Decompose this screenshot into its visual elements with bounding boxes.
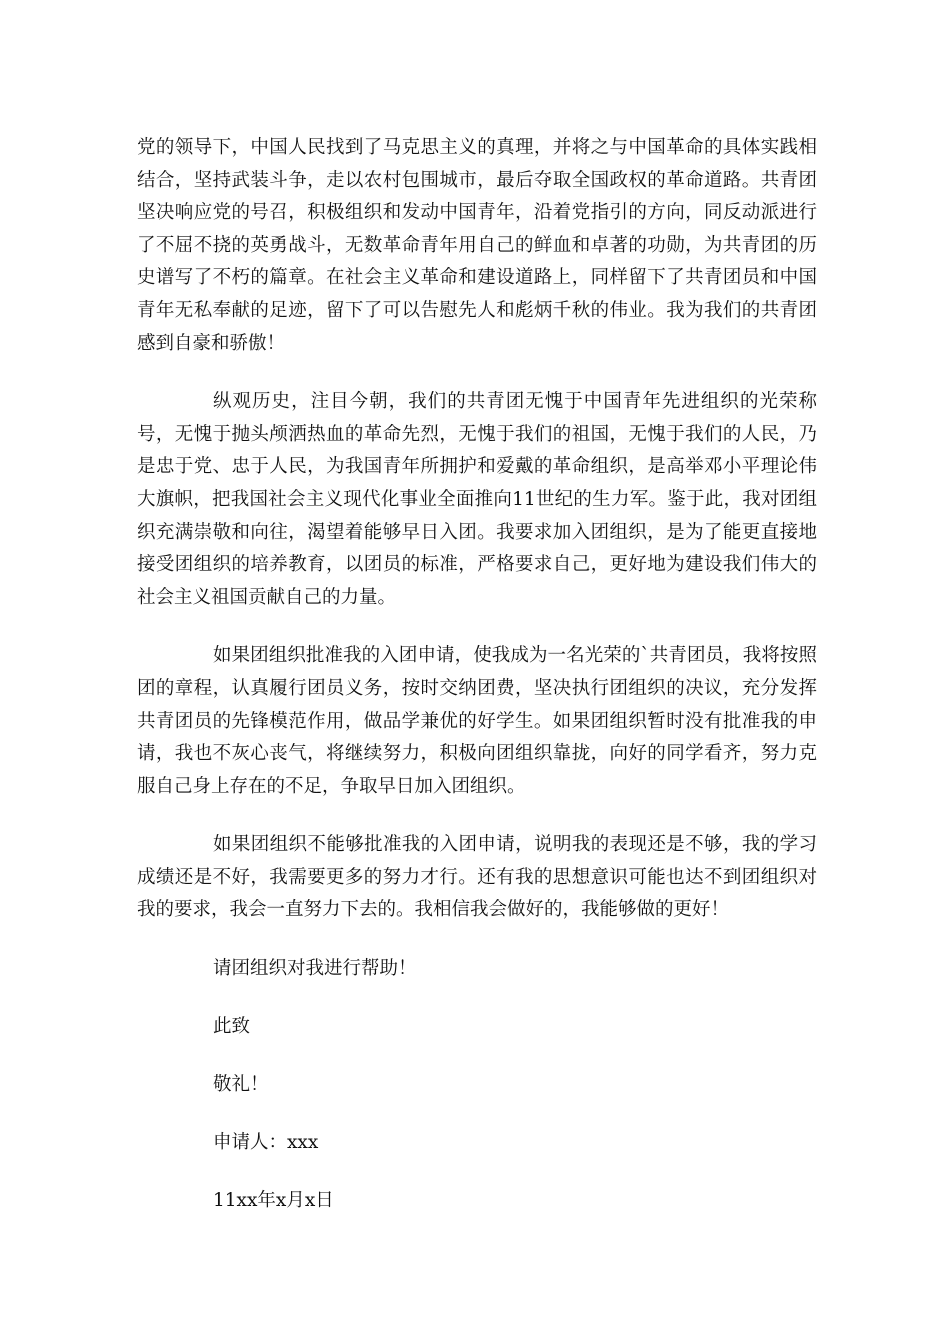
application-date: 11xx年x月x日 <box>213 1190 334 1212</box>
paragraph-commitment: 如果团组织批准我的入团申请，使我成为一名光荣的`共青团员，我将按照团的章程，认真履行团员义务，按时交纳团费，坚决执行团组织的决议，充分发挥共青团员的先锋模范作用，做品学兼优的好学生。如果团组织暂时没有批准我的申请，我也不灰心丧气，将继续努力，积极向团组织靠拢，向好的同学看齐，努力克服自己身上存在的不足，争取早日加入团组织。 <box>137 645 817 797</box>
closing-respect: 敬礼！ <box>213 1074 269 1096</box>
applicant-signature: 申请人：xxx <box>213 1132 319 1154</box>
document-page <box>137 132 817 1243</box>
paragraph-review: 纵观历史，注目今朝，我们的共青团无愧于中国青年先进组织的光荣称号，无愧于抛头颅洒热血的革命先烈，无愧于我们的祖国，无愧于我们的人民，乃是忠于党、忠于人民，为我国青年所拥护和爱戴的革命组织，是高举邓小平理论伟大旗帜，把我国社会主义现代化事业全面推向11世纪的生力军。鉴于此，我对团组织充满崇敬和向往，渴望着能够早日入团。我要求加入团组织，是为了能更直接地接受团组织的培养教育，以团员的标准，严格要求自己，更好地为建设我们伟大的社会主义祖国贡献自己的力量。 <box>137 391 817 608</box>
closing-request: 请团组织对我进行帮助！ <box>213 958 417 980</box>
closing-salutation: 此致 <box>213 1016 251 1038</box>
paragraph-history: 党的领导下，中国人民找到了马克思主义的真理，并将之与中国革命的具体实践相结合，坚持武装斗争，走以农村包围城市，最后夺取全国政权的革命道路。共青团坚决响应党的号召，积极组织和发动中国青年，沿着党指引的方向，同反动派进行了不屈不挠的英勇战斗，无数革命青年用自己的鲜血和卓著的功勋，为共青团的历史谱写了不朽的篇章。在社会主义革命和建设道路上，同样留下了共青团员和中国青年无私奉献的足迹，留下了可以告慰先人和彪炳千秋的伟业。我为我们的共青团感到自豪和骄傲！ <box>137 137 817 354</box>
paragraph-resolve: 如果团组织不能够批准我的入团申请，说明我的表现还是不够，我的学习成绩还是不好，我需要更多的努力才行。还有我的思想意识可能也达不到团组织对我的要求，我会一直努力下去的。我相信我会做好的，我能够做的更好！ <box>137 834 817 921</box>
